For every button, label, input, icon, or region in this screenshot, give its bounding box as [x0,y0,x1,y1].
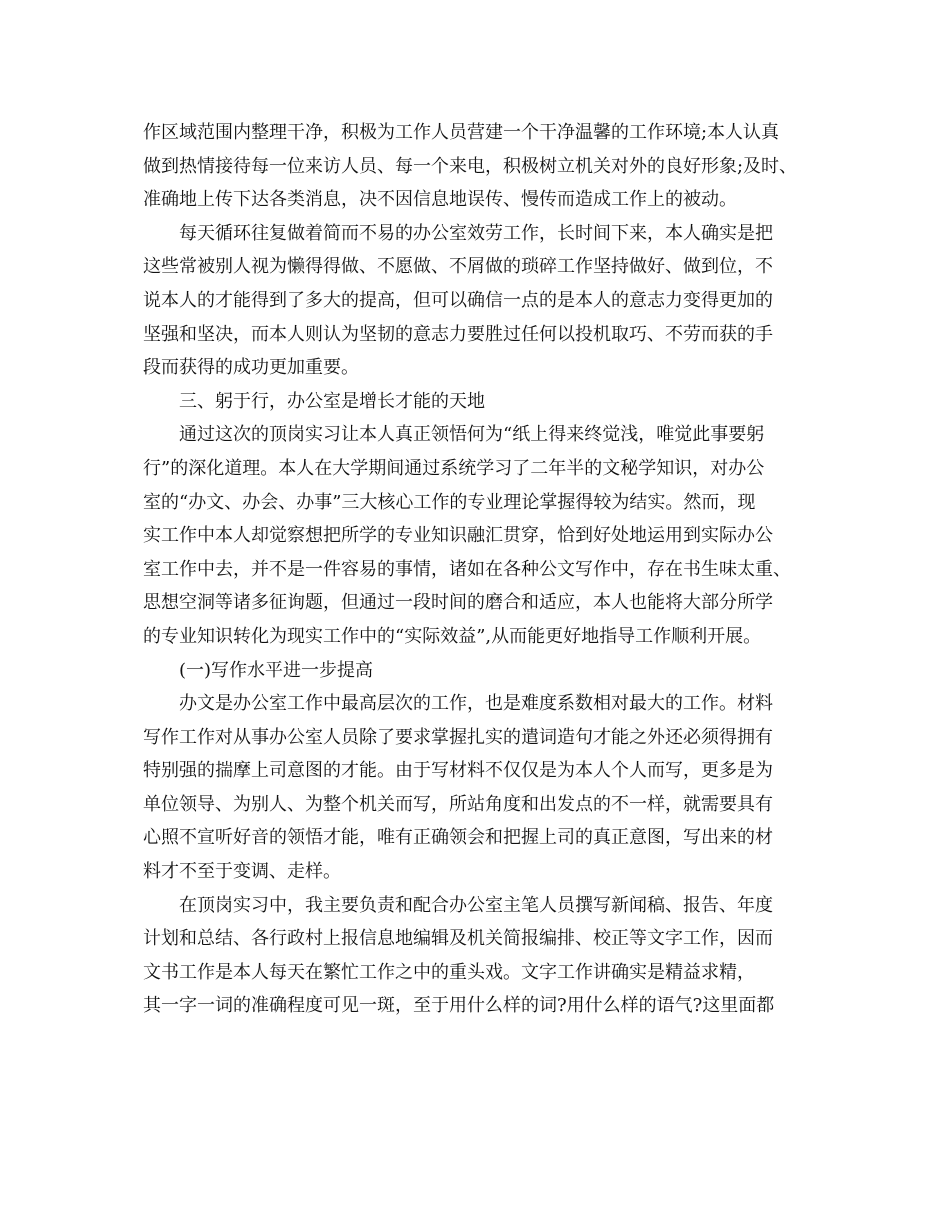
text-line: 写作工作对从事办公室人员除了要求掌握扎实的遣词造句才能之外还必须得拥有 [143,726,773,748]
text-line: 段而获得的成功更加重要。 [143,357,359,379]
text-line: (一)写作水平进一步提高 [179,659,374,681]
text-line: 单位领导、为别人、为整个机关而写，所站角度和出发点的不一样，就需要具有 [143,793,773,815]
text-line: 室工作中去，并不是一件容易的事情，诸如在各种公文写作中，存在书生味太重、 [143,558,791,580]
text-line: 说本人的才能得到了多大的提高，但可以确信一点的是本人的意志力变得更加的 [143,289,773,311]
text-line: 料才不至于变调、走样。 [143,861,341,883]
text-line: 特别强的揣摩上司意图的才能。由于写材料不仅仅是为本人个人而写，更多是为 [143,760,773,782]
text-line: 做到热情接待每一位来访人员、每一个来电，积极树立机关对外的良好形象;及时、 [143,155,798,177]
text-line: 准确地上传下达各类消息，决不因信息地误传、慢传而造成工作上的被动。 [143,189,737,211]
text-line: 每天循环往复做着简而不易的办公室效劳工作，长时间下来，本人确实是把 [179,222,773,244]
text-line: 计划和总结、各行政村上报信息地编辑及机关简报编排、校正等文字工作，因而 [143,928,773,950]
text-line: 实工作中本人却觉察想把所学的专业知识融汇贯穿，恰到好处地运用到实际办公 [143,525,773,547]
text-line: 的专业知识转化为现实工作中的“实际效益”,从而能更好地指导工作顺利开展。 [143,625,762,647]
text-line: 其一字一词的准确程度可见一斑，至于用什么样的词?用什么样的语气?这里面都 [143,995,775,1017]
text-line: 文书工作是本人每天在繁忙工作之中的重头戏。文字工作讲确实是精益求精， [143,961,755,983]
document-body [143,116,823,1023]
text-line: 坚强和坚决，而本人则认为坚韧的意志力要胜过任何以投机取巧、不劳而获的手 [143,323,773,345]
text-line: 作区域范围内整理干净，积极为工作人员营建一个干净温馨的工作环境;本人认真 [143,122,780,143]
text-line: 行”的深化道理。本人在大学期间通过系统学习了二年半的文秘学知识，对办公 [143,457,765,479]
text-line: 这些常被别人视为懒得得做、不愿做、不屑做的琐碎工作坚持做好、做到位，不 [143,256,773,278]
text-line: 通过这次的顶岗实习让本人真正领悟何为“纸上得来终觉浅，唯觉此事要躬 [179,424,765,446]
text-line: 室的“办文、办会、办事”三大核心工作的专业理论掌握得较为结实。然而，现 [143,491,756,513]
text-line: 心照不宣听好音的领悟才能，唯有正确领会和把握上司的真正意图，写出来的材 [143,827,773,849]
text-line: 三、躬于行，办公室是增长才能的天地 [179,390,485,412]
text-line: 在顶岗实习中，我主要负责和配合办公室主笔人员撰写新闻稿、报告、年度 [179,894,773,916]
text-line: 思想空洞等诸多征询题，但通过一段时间的磨合和适应，本人也能将大部分所学 [143,592,773,614]
text-line: 办文是办公室工作中最高层次的工作，也是难度系数相对最大的工作。材料 [179,693,773,715]
